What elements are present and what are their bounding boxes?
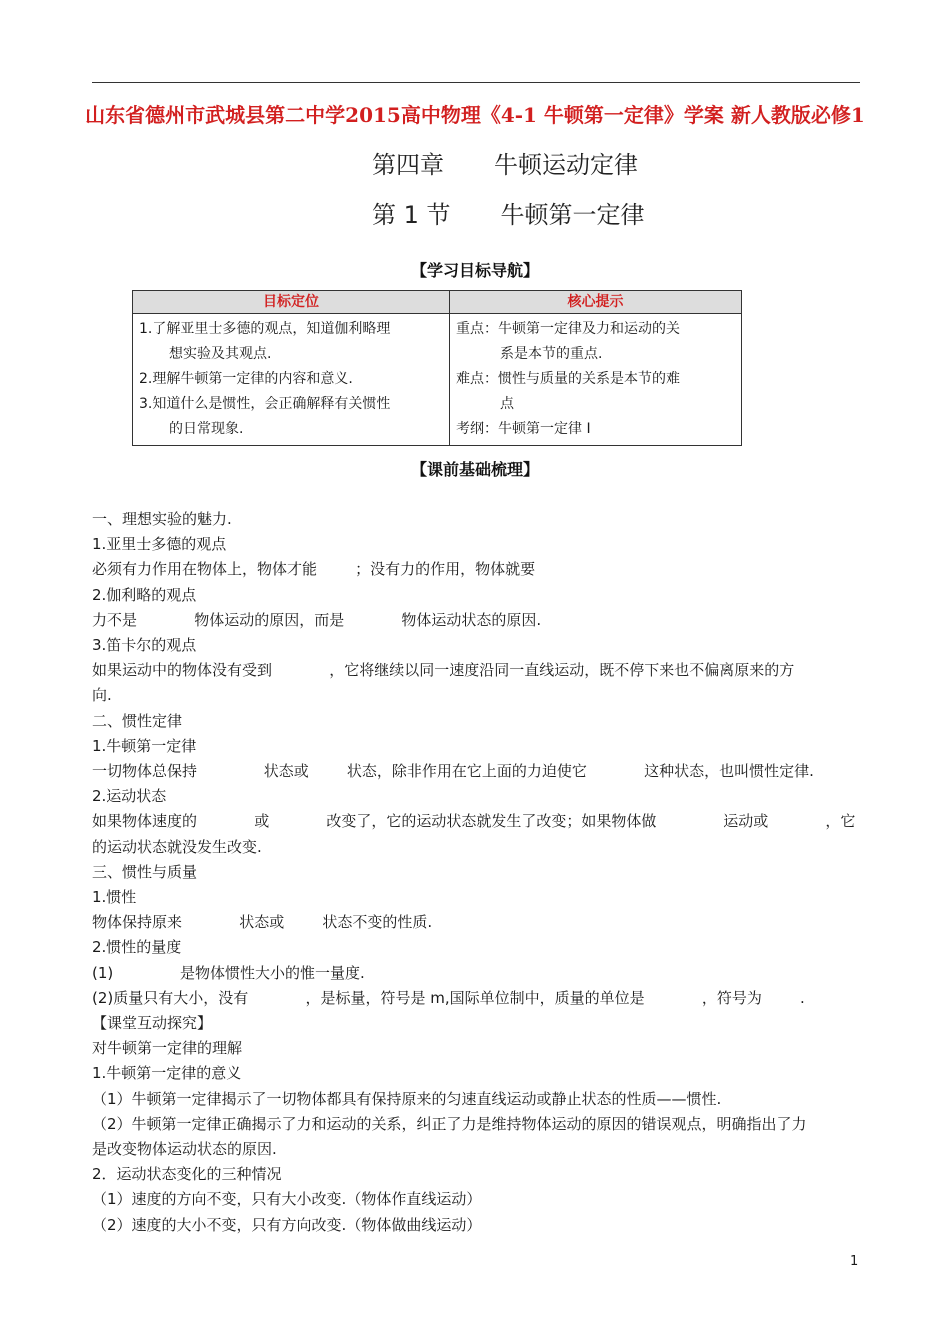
hint-line: 点 [500, 396, 514, 412]
review-body [92, 507, 862, 1238]
hint-line: 考纲：牛顿第一定律 Ⅰ [456, 421, 591, 437]
body-line: 1.牛顿第一定律 [92, 736, 197, 755]
header-rule [92, 82, 860, 83]
body-line: 是改变物体运动状态的原因. [92, 1140, 277, 1159]
body-line: 3.笛卡尔的观点 [92, 636, 197, 655]
body-line: 力不是 物体运动的原因，而是 物体运动状态的原因. [92, 610, 542, 629]
goal-line: 3.知道什么是惯性，会正确解释有关惯性 [139, 396, 391, 412]
goal-line: 1.了解亚里士多德的观点，知道伽利略理 [139, 321, 391, 337]
body-line: （1）牛顿第一定律揭示了一切物体都具有保持原来的匀速直线运动或静止状态的性质——惯性. [92, 1089, 722, 1108]
body-line: 的运动状态就没发生改变. [92, 837, 262, 856]
goals-col2-header: 核心提示 [450, 291, 742, 314]
body-line: 向. [92, 686, 112, 705]
body-line: 对牛顿第一定律的理解 [92, 1039, 243, 1058]
body-line: 2．运动状态变化的三种情况 [92, 1165, 282, 1184]
body-line: （2）牛顿第一定律正确揭示了力和运动的关系，纠正了力是维持物体运动的原因的错误观点，明确指出了力 [92, 1114, 807, 1133]
goal-line: 的日常现象. [169, 421, 244, 437]
chapter-number: 第四章 [372, 151, 444, 179]
body-line: (1) 是物体惯性大小的惟一量度. [92, 963, 365, 982]
section-number: 第 1 节 [372, 201, 451, 229]
body-line: 1.惯性 [92, 888, 137, 907]
review-heading: 【课前基础梳理】 [410, 460, 539, 479]
chapter-name: 牛顿运动定律 [494, 151, 638, 179]
body-line: 二、惯性定律 [92, 711, 183, 730]
goals-col1-cell [133, 314, 450, 446]
body-line: 【课堂互动探究】 [92, 1014, 213, 1033]
body-line: （2）速度的大小不变，只有方向改变.（物体做曲线运动） [92, 1215, 482, 1234]
body-line: 一、理想实验的魅力. [92, 510, 232, 528]
hint-line: 系是本节的重点. [500, 346, 603, 362]
body-line: 2.伽利略的观点 [92, 585, 197, 604]
hint-line: 重点：牛顿第一定律及力和运动的关 [456, 321, 680, 337]
goals-table [132, 290, 742, 446]
body-line: 物体保持原来 状态或 状态不变的性质. [92, 913, 433, 932]
goals-heading: 【学习目标导航】 [410, 261, 539, 280]
body-line: 2.运动状态 [92, 787, 167, 806]
body-line: (2)质量只有大小，没有 ，是标量，符号是 m,国际单位制中，质量的单位是 ，符号为 . [92, 988, 805, 1007]
body-line: 如果物体速度的 或 改变了，它的运动状态就发生了改变；如果物体做 运动或 ，它 [92, 812, 856, 831]
body-line: 如果运动中的物体没有受到 ，它将继续以同一速度沿同一直线运动，既不停下来也不偏离原来的方 [92, 661, 795, 680]
body-line: 一切物体总保持 状态或 状态，除非作用在它上面的力迫使它 这种状态，也叫惯性定律. [92, 762, 814, 781]
section-heading [372, 200, 645, 230]
body-line: 必须有力作用在物体上，物体才能 ；没有力的作用，物体就要 [92, 560, 536, 579]
hint-line: 难点：惯性与质量的关系是本节的难 [456, 371, 680, 387]
goal-line: 2.理解牛顿第一定律的内容和意义. [139, 371, 353, 387]
body-line: 1.牛顿第一定律的意义 [92, 1064, 242, 1083]
body-line: 2.惯性的量度 [92, 938, 182, 957]
goals-col2-cell [450, 314, 742, 446]
page-number: 1 [850, 1254, 859, 1269]
chapter-heading [372, 150, 638, 180]
document-title: 山东省德州市武城县第二中学2015高中物理《4-1 牛顿第一定律》学案 新人教版必修1 [85, 103, 865, 127]
body-line: （1）速度的方向不变，只有大小改变.（物体作直线运动） [92, 1190, 482, 1209]
section-name: 牛顿第一定律 [500, 201, 645, 229]
body-line: 三、惯性与质量 [92, 862, 198, 881]
goal-line: 想实验及其观点. [169, 346, 272, 362]
body-line: 1.亚里士多德的观点 [92, 535, 227, 554]
goals-col1-header: 目标定位 [133, 291, 450, 314]
